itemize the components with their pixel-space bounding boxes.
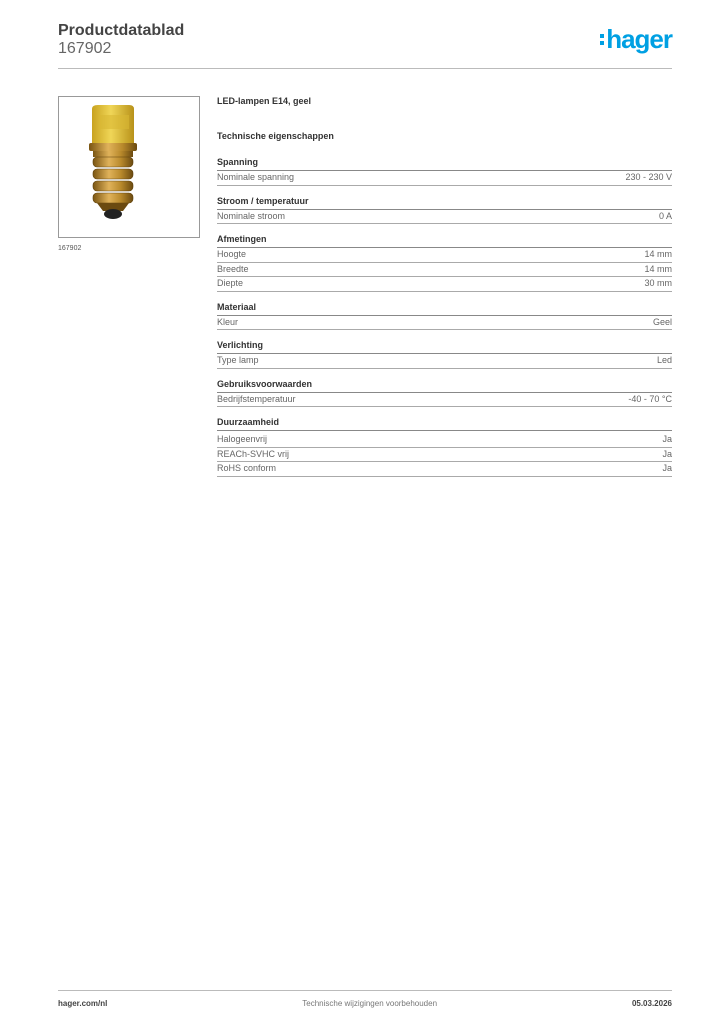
group-title: Afmetingen bbox=[217, 234, 672, 248]
logo-mark-icon bbox=[600, 34, 604, 45]
spec-label: Type lamp bbox=[217, 355, 259, 365]
spec-value: Ja bbox=[662, 434, 672, 444]
spec-value: Geel bbox=[652, 316, 672, 327]
spec-label: Halogeenvrij bbox=[217, 434, 268, 444]
spec-row bbox=[217, 210, 672, 225]
spec-label: RoHS conform bbox=[217, 463, 277, 473]
spec-group-materiaal bbox=[217, 302, 672, 331]
group-title: Verlichting bbox=[217, 340, 672, 354]
page-footer bbox=[58, 990, 672, 1008]
spec-row bbox=[217, 354, 672, 369]
spec-group-verlichting bbox=[217, 340, 672, 369]
spec-value: Ja bbox=[662, 448, 672, 459]
spec-label: Kleur bbox=[217, 316, 239, 327]
footer-divider bbox=[58, 990, 672, 991]
spec-group-afmetingen bbox=[217, 234, 672, 292]
led-lamp-icon bbox=[59, 97, 199, 237]
section-heading: Technische eigenschappen bbox=[217, 131, 334, 141]
spec-value: 0 A bbox=[658, 210, 672, 221]
spec-group-duurzaamheid bbox=[217, 417, 672, 477]
spec-label: Nominale spanning bbox=[217, 172, 295, 182]
spec-group-spanning bbox=[217, 157, 672, 186]
footer-disclaimer: Technische wijzigingen voorbehouden bbox=[302, 999, 438, 1008]
page-title: Productdatablad bbox=[58, 22, 185, 39]
product-number: 167902 bbox=[58, 40, 112, 57]
spec-row bbox=[217, 316, 672, 331]
spec-value: Led bbox=[656, 355, 672, 365]
spec-value: -40 - 70 °C bbox=[628, 393, 672, 404]
spec-label: Hoogte bbox=[217, 249, 247, 259]
spec-row bbox=[217, 263, 672, 278]
spec-row bbox=[217, 448, 672, 463]
spec-value: 14 mm bbox=[644, 249, 672, 259]
spec-value: 30 mm bbox=[644, 278, 672, 288]
spec-label: REACh-SVHC vrij bbox=[217, 448, 290, 459]
spec-label: Diepte bbox=[217, 278, 244, 288]
product-name: LED-lampen E14, geel bbox=[217, 96, 312, 106]
spec-row bbox=[217, 433, 672, 448]
logo-text: hager bbox=[606, 24, 672, 54]
page-header bbox=[58, 20, 672, 70]
group-title: Stroom / temperatuur bbox=[217, 196, 672, 210]
spec-row bbox=[217, 393, 672, 408]
spec-label: Nominale stroom bbox=[217, 210, 286, 221]
spec-row bbox=[217, 462, 672, 477]
spec-row bbox=[217, 171, 672, 186]
image-caption: 167902 bbox=[58, 245, 82, 252]
group-title: Materiaal bbox=[217, 302, 672, 316]
footer-website-link[interactable]: hager.com/nl bbox=[58, 999, 108, 1008]
spec-group-gebruiksvoorwaarden bbox=[217, 379, 672, 408]
hager-logo bbox=[600, 26, 672, 52]
footer-date: 05.03.2026 bbox=[631, 999, 672, 1008]
spec-value: Ja bbox=[662, 463, 672, 473]
product-image bbox=[58, 96, 200, 238]
header-divider bbox=[58, 68, 672, 69]
spec-label: Breedte bbox=[217, 263, 249, 274]
spec-content bbox=[217, 96, 672, 487]
group-title: Duurzaamheid bbox=[217, 417, 672, 431]
spec-row bbox=[217, 277, 672, 292]
group-title: Gebruiksvoorwaarden bbox=[217, 379, 672, 393]
spec-label: Bedrijfstemperatuur bbox=[217, 393, 296, 404]
spec-row bbox=[217, 248, 672, 263]
spec-value: 230 - 230 V bbox=[625, 172, 672, 182]
spec-group-stroom bbox=[217, 196, 672, 225]
spec-value: 14 mm bbox=[644, 263, 672, 274]
group-title: Spanning bbox=[217, 157, 672, 171]
